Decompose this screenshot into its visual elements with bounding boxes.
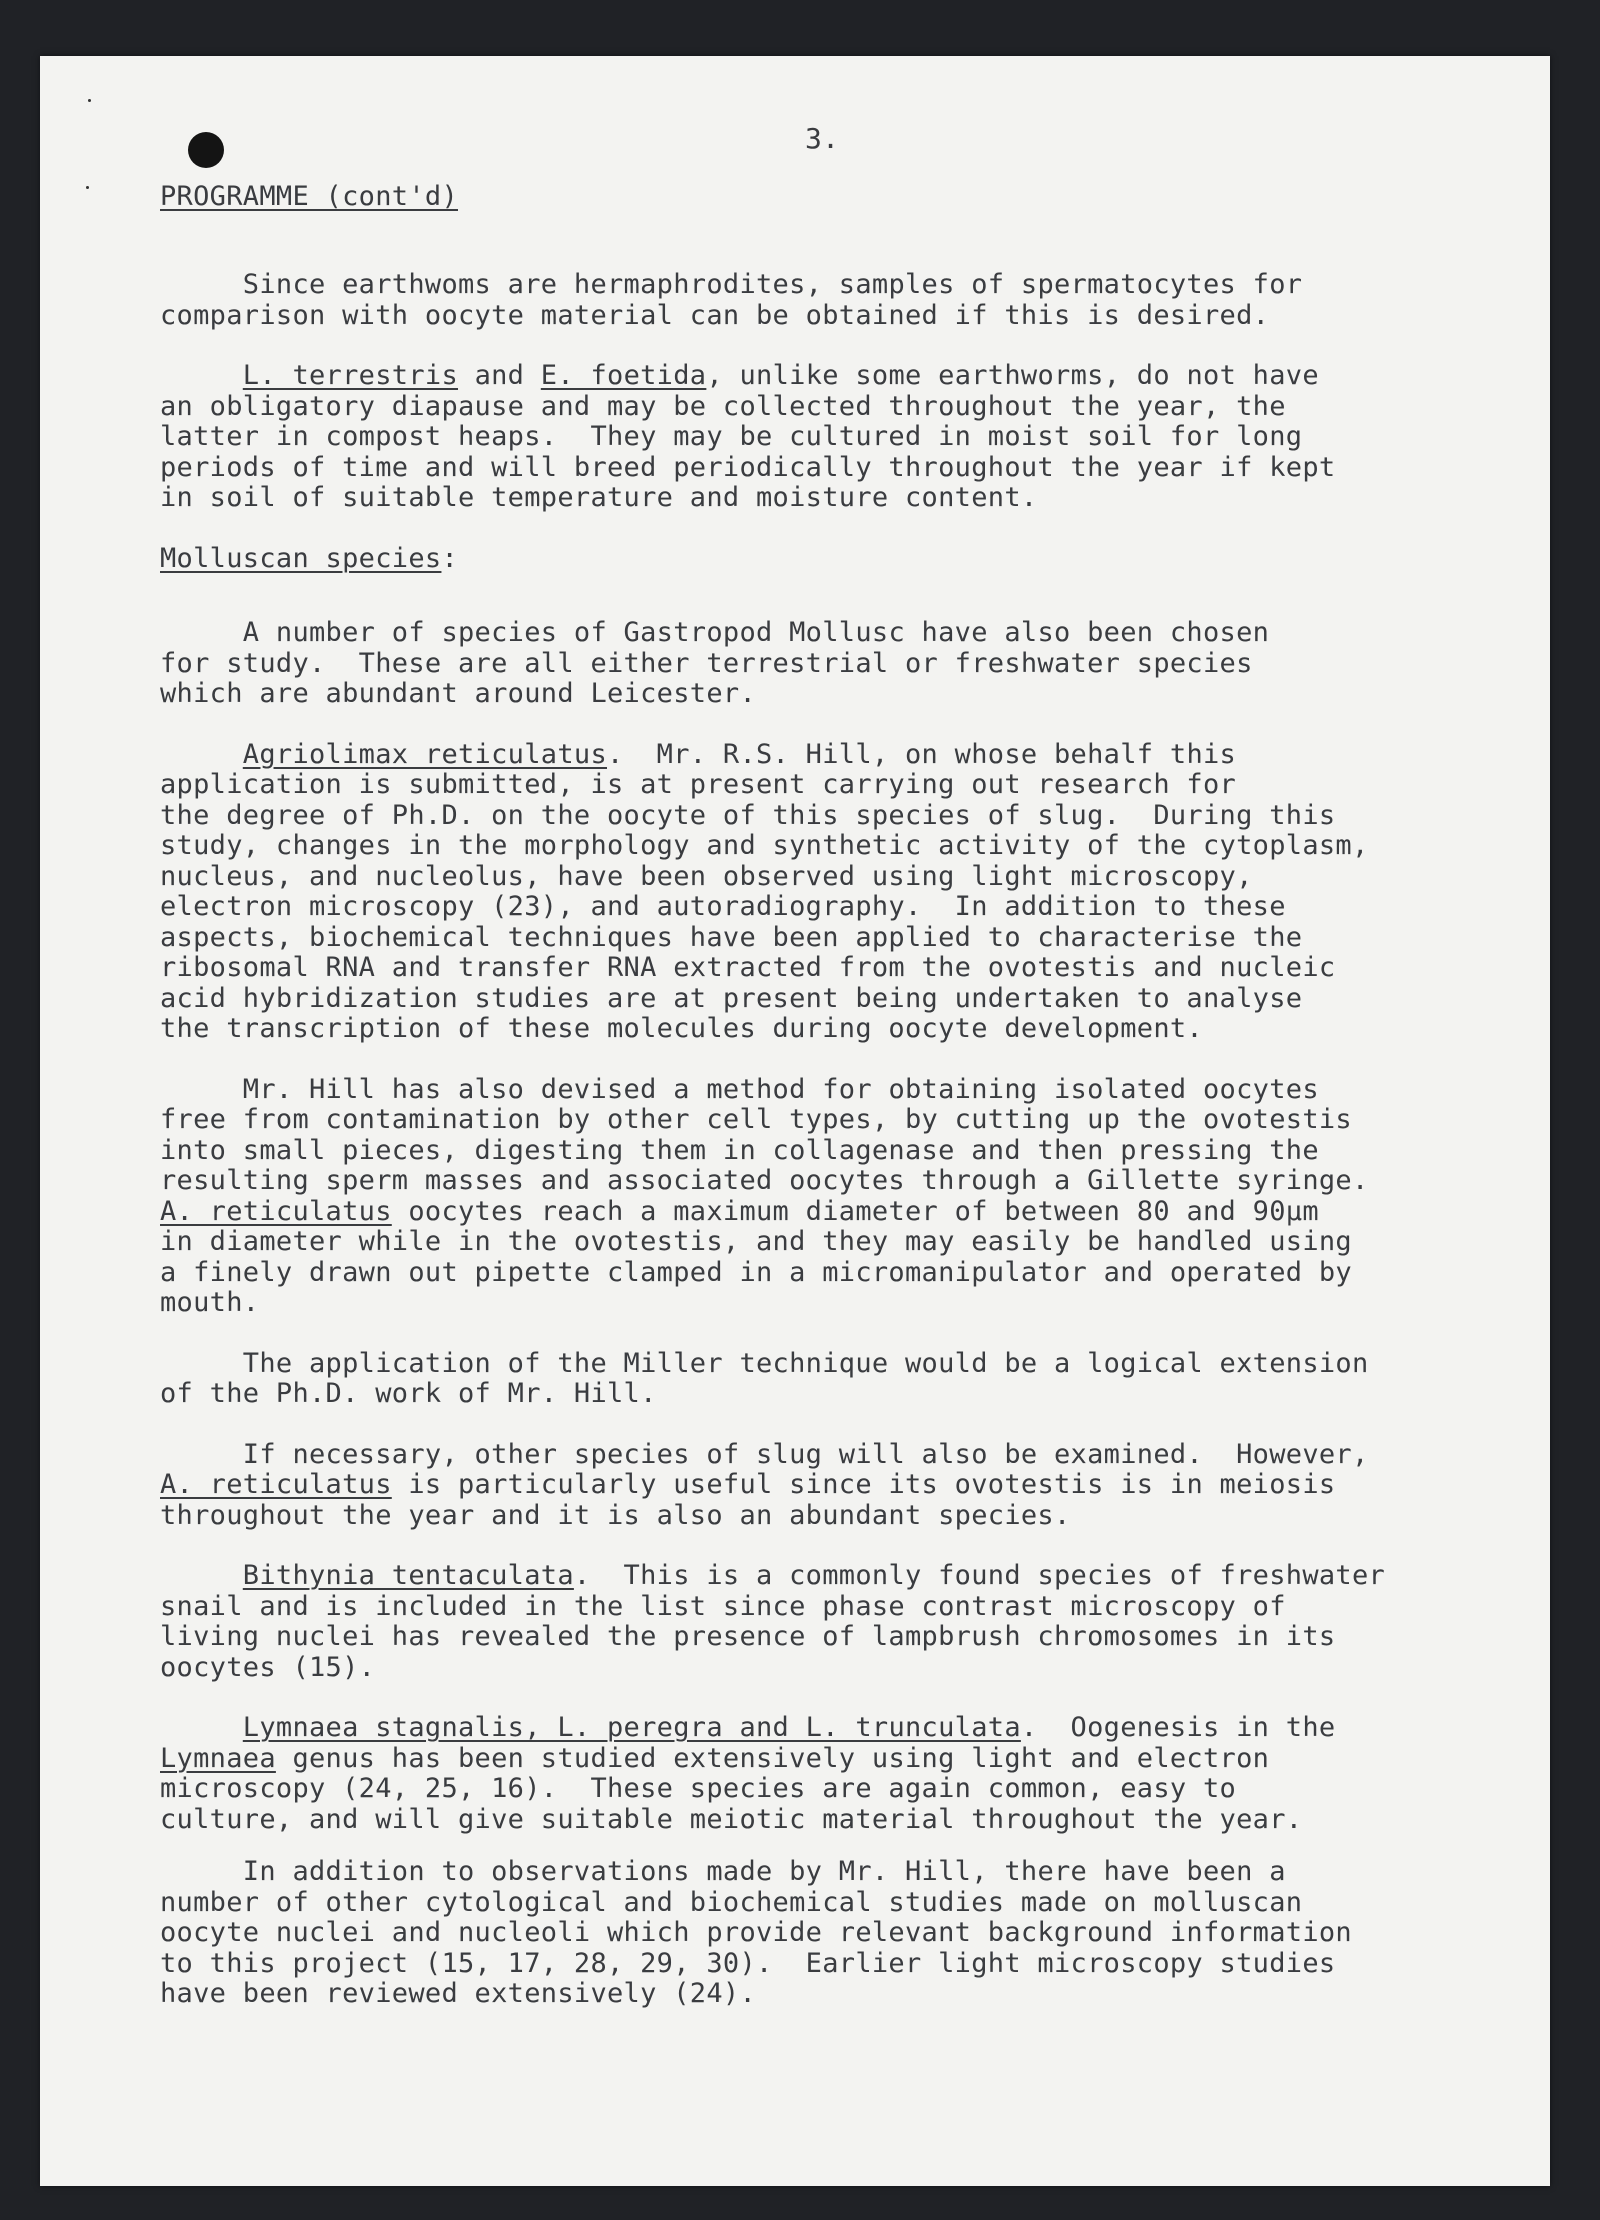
species-name: A. reticulatus [160, 1195, 392, 1227]
conjunction-text: and [458, 360, 541, 391]
paragraph-miller-technique: The application of the Miller technique would be a logical extension of the Ph.D. work of Mr. Hill. [160, 1347, 1369, 1409]
species-name: Lymnaea stagnalis, L. peregra and L. trunculata [242, 1712, 1021, 1743]
genus-name: Lymnaea [160, 1742, 276, 1774]
paper-speck [88, 99, 91, 102]
paragraph-text: . Oogenesis in the [1020, 1712, 1336, 1743]
paragraph-background-studies: In addition to observations made by Mr. Hill, there have been a number of other cytological and biochemical studies made on molluscan oocyte nuclei and nucleoli which provide relevant background information to this project (15, 17, 28, 29, 30). Earlier light microscopy studies have been reviewed extensively (24). [160, 1856, 1352, 2009]
species-name: Bithynia tentaculata [242, 1560, 574, 1591]
paragraph-text: , unlike some earthworms, do not have an obligatory diapause and may be collected throughout the year, the latter in compost heaps. They may be cultured in moist soil for long periods of time and will breed periodically throughout the year if kept in soil of suitable temperature and moisture content. [160, 360, 1336, 513]
document-body [160, 270, 1550, 2040]
paper-speck [86, 186, 89, 189]
paragraph-gastropod-intro: A number of species of Gastropod Mollusc have also been chosen for study. These are all either terrestrial or freshwater species which are abundant around Leicester. [160, 617, 1270, 709]
paragraph-text: oocytes reach a maximum diameter of between 80 and 90µm in diameter while in the ovotestis, and they may easily be handled using a finely drawn out pipette clamped in a micromanipulator and operated by mouth. [160, 1195, 1352, 1318]
paragraph-agriolimax [160, 740, 1550, 1045]
paragraph-bithynia [160, 1561, 1550, 1683]
subheading-colon: : [441, 542, 459, 574]
page-number: 3. [805, 122, 840, 155]
species-name: E. foetida [540, 360, 707, 391]
indent [160, 739, 243, 770]
paragraph-text: . This is a commonly found species of freshwater snail and is included in the list since phase contrast microscopy of living nuclei has revealed the presence of lampbrush chromosomes in its oocytes (15). [160, 1560, 1386, 1683]
molluscan-subheading [160, 544, 1550, 575]
document-page [40, 56, 1550, 2186]
indent [160, 1712, 243, 1743]
indent [160, 360, 243, 391]
molluscan-subheading-text: Molluscan species [160, 542, 442, 574]
paragraph-isolated-oocytes [160, 1075, 1550, 1319]
section-heading-text: PROGRAMME (cont'd) [160, 181, 458, 212]
species-name: L. terrestris [242, 360, 459, 391]
paragraph-lymnaea [160, 1713, 1550, 1835]
punch-hole [188, 132, 224, 168]
paragraph-earthworm-species [160, 361, 1550, 514]
paragraph-earthworm-hermaphrodites: Since earthwoms are hermaphrodites, samples of spermatocytes for comparison with oocyte material can be obtained if this is desired. [160, 269, 1303, 331]
section-heading [160, 182, 458, 213]
paragraph-text: genus has been studied extensively using light and electron microscopy (24, 25, 16). These species are again common, easy to culture, and will give suitable meiotic material throughout the year. [160, 1742, 1303, 1835]
paragraph-other-slugs [160, 1440, 1550, 1532]
paragraph-text: Mr. Hill has also devised a method for obtaining isolated oocytes free from contamination by other cell types, by cutting up the ovotestis into small pieces, digesting them in collagenase and then pressing the resulting sperm masses and associated oocytes through a Gillette syringe. [160, 1073, 1369, 1196]
species-name: Agriolimax reticulatus [242, 738, 607, 770]
paragraph-text: . Mr. R.S. Hill, on whose behalf this application is submitted, is at present carrying out research for the degree of Ph.D. on the oocyte of this species of slug. During this study, changes in the morphology and synthetic activity of the cytoplasm, nucleus, and nucleolus, have been observed using light microscopy, electron microscopy (23), and autoradiography. In addition to these aspects, biochemical techniques have been applied to characterise the ribosomal RNA and transfer RNA extracted from the ovotestis and nucleic acid hybridization studies are at present being undertaken to analyse the transcription of these molecules during oocyte development. [160, 738, 1369, 1044]
species-name: A. reticulatus [160, 1469, 392, 1500]
paragraph-text: If necessary, other species of slug will also be examined. However, [242, 1438, 1369, 1470]
indent [160, 1560, 243, 1591]
paragraph-text: is particularly useful since its ovotestis is in meiosis throughout the year and it is also an abundant species. [160, 1469, 1336, 1531]
